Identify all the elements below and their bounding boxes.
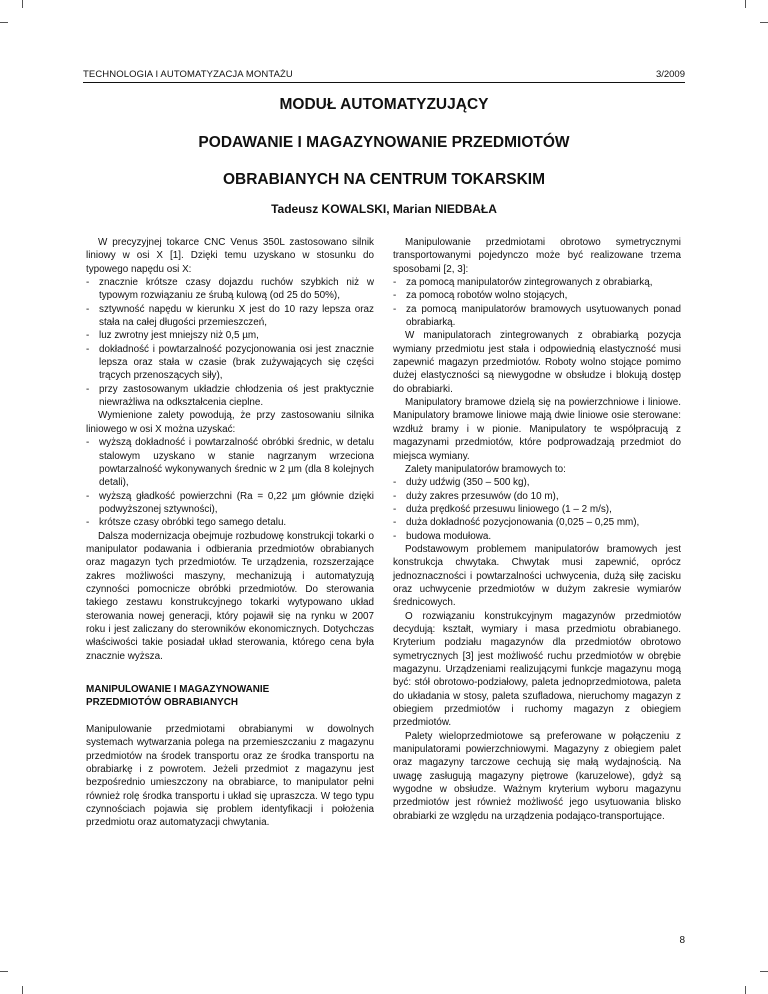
paragraph: W precyzyjnej tokarce CNC Venus 350L zastosowano silnik liniowy w osi X [1]. Dzięki temu uzyskano w stosunku do typowego napędu osi X: — [86, 237, 374, 275]
title-line-1: MODUŁ AUTOMATYZUJĄCY — [279, 96, 489, 113]
list-item: - przy zastosowanym układzie chłodzenia oś jest praktycznie niewrażliwa na odkształcenia cieplne. — [86, 383, 374, 409]
paragraph: O rozwiązaniu konstrukcyjnym magazynów przedmiotów decydują: kształt, wymiary i masa przedmiotu obrabianego. Kryterium podziału magazynów dla przedmiotów obrotowo symetrycznych [3] jest możliwość ruchu przedmiotów w obrębie magazynu. Urządzeniami realizującymi funkcje magazynu mogą być: stół obrotowo-podziałowy, paleta jednoprzedmiotowa, paleta do układania w stosy, paleta szufladowa, nieruchomy magazyn z obiegiem przedmiotów i ruchomy magazyn z obiegiem przedmiotów. — [393, 610, 681, 729]
authors: Tadeusz KOWALSKI, Marian NIEDBAŁA — [271, 202, 497, 216]
paragraph: Palety wieloprzedmiotowe są preferowane w połączeniu z manipulatorami powierzchniowymi. Magazyny z obiegiem palet oraz magazyny tarczowe cechują się małą wydajnością. Na uwagę zasługują magazyny piętrowe (karuzelowe), gdyż są wygodne w obsłudze. Ważnym kryterium wyboru magazynu przedmiotów jest również możliwość jego usytuowania blisko obrabiarki ze względu na urządzenia podająco-transportujące. — [393, 730, 681, 822]
list-item: - luz zwrotny jest mniejszy niż 0,5 µm, — [86, 330, 259, 342]
paragraph: Wymienione zalety powodują, że przy zastosowaniu silnika liniowego w osi X można uzyskać: — [86, 410, 374, 435]
crop-mark — [22, 986, 23, 994]
left-column — [86, 236, 374, 830]
paragraph: W manipulatorach zintegrowanych z obrabiarką pozycja wymiany przedmiotu jest stała i odpowiednią elastyczność musi zapewnić magazyn przedmiotów. Roboty wolno stojące pomimo dużej elastyczności są niewygodne w obsłudze i blokują dostęp do obrabiarki. — [393, 330, 681, 395]
list-item: - za pomocą manipulatorów zintegrowanych z obrabiarką, — [393, 277, 653, 289]
paragraph: Zalety manipulatorów bramowych to: — [405, 463, 566, 475]
paragraph: Manipulowanie przedmiotami obrabianymi w dowolnych systemach wytwarzania polega na przemieszczaniu z magazynu przedmiotów na środek transportu oraz ze środka transportu na obrabiarkę i z powrotem. Jeżeli przedmiot z magazynu jest bezpośrednio umieszczony na obrabiarce, to manipulator pełni również rolę środka transportu i układ się upraszcza. W tego typu czynnościach pojawia się problem identyfikacji i położenia przedmiotu oraz automatyzacji chwytania. — [86, 724, 374, 829]
list-item: - wyższą gładkość powierzchni (Ra = 0,22 µm głównie dzięki podwyższonej sztywności), — [86, 490, 374, 515]
crop-mark — [745, 0, 746, 8]
header-rule — [83, 82, 685, 83]
list-item: - za pomocą robotów wolno stojących, — [393, 290, 568, 302]
list-item: - krótsze czasy obróbki tego samego detalu. — [86, 517, 287, 529]
crop-mark — [760, 22, 768, 23]
paragraph: Podstawowym problemem manipulatorów bramowych jest konstrukcja chwytaka. Chwytak musi zapewnić, oprócz jednoznaczności i powtarzalności uchwycenia, dużą siłę zacisku oraz uchwycenie przedmiotów w dużym zakresie wymiarów średnicowych. — [393, 543, 681, 609]
title-line-3: OBRABIANYCH NA CENTRUM TOKARSKIM — [222, 171, 546, 188]
list-item: - za pomocą manipulatorów bramowych usytuowanych ponad obrabiarką. — [393, 303, 681, 329]
paragraph: Dalsza modernizacja obejmuje rozbudowę konstrukcji tokarki o manipulator podawania i odbierania przedmiotów obrabianych oraz magazyn tych przedmiotów. Te urządzenia, rozszerzające zakres możliwości maszyny, mechanizują i automatyzują czynności pomocnicze obróbki przedmiotów. Do sterowania takiego zestawu konstrukcyjnego tokarki wytypowano układ sterowania nowej generacji, który pojawił się na rynku w 2007 roku i jest zaliczany do sterowników ekonomicznych. Dotychczas właściwości takie posiadał układ sterowania, którego cena była znacznie wyższa. — [86, 530, 374, 662]
paragraph: Manipulowanie przedmiotami obrotowo symetrycznymi transportowanymi pojedynczo może być realizowane trzema sposobami [2, 3]: — [393, 237, 681, 275]
list-item: - duży udźwig (350 – 500 kg), — [393, 477, 530, 489]
list-item: - wyższą dokładność i powtarzalność obróbki średnic, w detalu stalowym uzyskano w stanie nagrzanym wrzeciona powtarzalność wykonywanych średnic w 2 µm (dla 8 kolejnych detali), — [86, 437, 374, 489]
crop-mark — [22, 0, 23, 8]
journal-name: TECHNOLOGIA I AUTOMATYZACJA MONTAŻU — [83, 69, 293, 80]
title-line-2: PODAWANIE I MAGAZYNOWANIE PRZEDMIOTÓW — [198, 134, 570, 151]
list-item: - sztywność napędu w kierunku X jest do 10 razy lepsza oraz stała na całej długości przemieszczeń, — [86, 303, 374, 329]
paragraph: Manipulatory bramowe dzielą się na powierzchniowe i liniowe. Manipulatory bramowe liniowe mają dwie liniowe osie sterowane: wzdłuż bramy i w pionie. Manipulatory te współpracują z magazynami przedmiotów, które podprowadzają przedmiot do miejsca wymiany. — [393, 397, 681, 462]
list-item: - duża prędkość przesuwu liniowego (1 – 2 m/s), — [393, 503, 612, 515]
list-item: - duży zakres przesuwów (do 10 m), — [393, 490, 559, 502]
right-column — [393, 236, 681, 823]
section-heading: MANIPULOWANIE I MAGAZYNOWANIE PRZEDMIOTÓW OBRABIANYCH — [86, 684, 270, 709]
list-item: - znacznie krótsze czasy dojazdu ruchów szybkich niż w typowym rozwiązaniu ze śrubą kulową (od 25 do 50%), — [86, 277, 374, 302]
list-item: - duża dokładność pozycjonowania (0,025 – 0,25 mm), — [393, 517, 640, 529]
page-number: 8 — [679, 935, 685, 946]
crop-mark — [745, 986, 746, 994]
list-item: - dokładność i powtarzalność pozycjonowania osi jest znacznie lepsza oraz stała w czasie (brak zużywających się części trących przenoszących siły), — [86, 343, 374, 382]
issue-number: 3/2009 — [655, 69, 685, 80]
crop-mark — [760, 971, 768, 972]
crop-mark — [0, 971, 8, 972]
crop-mark — [0, 22, 8, 23]
list-item: - budowa modułowa. — [393, 530, 492, 542]
